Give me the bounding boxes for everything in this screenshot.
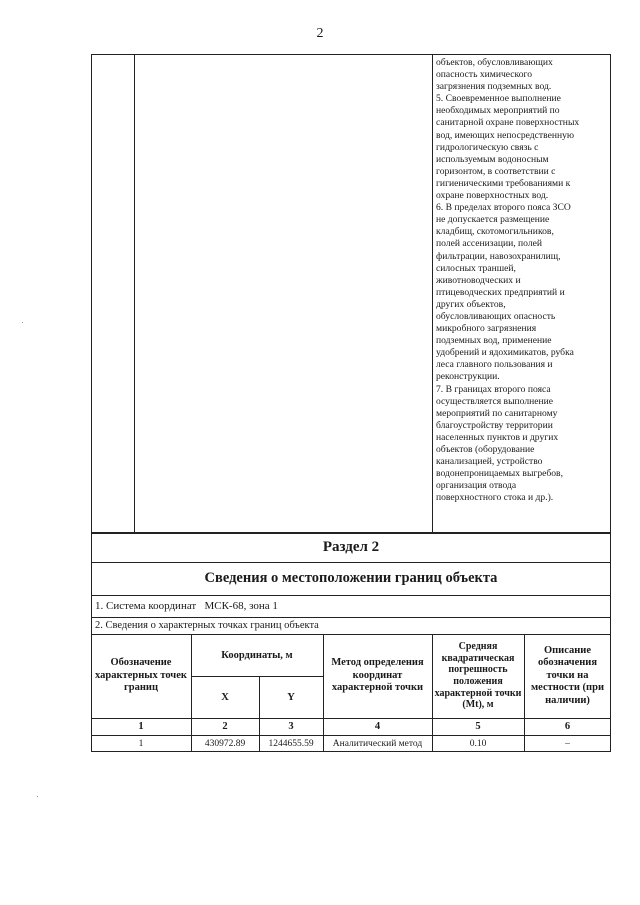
requirements-line: вод, имеющих непосредственную (436, 129, 575, 141)
requirements-line: гидрологическую связь с (436, 141, 539, 153)
col-number: 1 (138, 721, 144, 732)
requirements-line: опасность химического (436, 69, 533, 81)
requirements-line: полей ассенизации, полей (436, 238, 543, 250)
requirements-text (436, 57, 612, 504)
requirements-line: горизонтом, в соответствии с (436, 165, 556, 177)
requirements-line: фильтрации, навозохранилищ, (436, 250, 561, 262)
col-number: 4 (374, 721, 381, 732)
header-error: Средняя квадратическая погрешность положения характерной точки (Mt), м (434, 641, 522, 711)
header-x: X (221, 691, 229, 703)
requirements-line: охране поверхностных вод. (436, 190, 549, 202)
col-number: 5 (475, 721, 481, 732)
requirements-line: необходимых мероприятий по (436, 105, 560, 117)
requirements-line: поверхностного стока и др.). (436, 492, 554, 504)
section-title: Раздел 2 (322, 539, 380, 555)
requirements-line: объектов (оборудование (436, 444, 535, 455)
header-y: Y (287, 691, 295, 703)
requirements-line: гигиеническими требованиями к (436, 177, 571, 189)
requirements-line: санитарной охране поверхностных (436, 117, 580, 129)
cell-point: 1 (138, 738, 144, 749)
requirements-line: удобрений и ядохимикатов, рубка (436, 347, 574, 359)
requirements-line: кладбищ, скотомогильников, (436, 226, 554, 238)
cell-error: 0.10 (469, 738, 487, 749)
requirements-line: 6. В пределах второго пояса ЗСО (436, 202, 571, 214)
col-number: 6 (564, 721, 571, 732)
requirements-line: других объектов, (436, 298, 506, 310)
requirements-line: канализацией, устройство (436, 456, 543, 468)
requirements-line: обусловливающих опасность (436, 310, 556, 322)
header-point: Обозначение характерных точек границ (95, 657, 187, 694)
col-number: 2 (222, 721, 228, 732)
requirements-line: населенных пунктов и других (436, 431, 559, 443)
requirements-line: не допускается размещение (436, 214, 550, 226)
requirements-line: водонепроницаемых выгребов, (436, 468, 563, 480)
requirements-line: 5. Своевременное выполнение (436, 93, 561, 105)
col-number: 3 (288, 721, 294, 732)
header-method: Метод определения координат характерной точки (331, 657, 424, 694)
cell-y: 1244655.59 (268, 738, 314, 749)
requirements-line: птицеводческих предприятий и (436, 286, 565, 298)
cell-description: – (565, 738, 570, 749)
requirements-line: реконструкции. (436, 371, 500, 383)
requirements-line: благоустройству территории (436, 419, 553, 431)
coord-system: 1. Система координат МСК-68, зона 1 (95, 600, 278, 612)
requirements-line: мероприятий по санитарному (436, 407, 558, 419)
header-coords: Координаты, м (221, 649, 293, 661)
requirements-line: осуществляется выполнение (436, 395, 554, 407)
requirements-line: 7. В границах второго пояса (436, 383, 551, 395)
requirements-line: животноводческих и (436, 274, 521, 286)
requirements-line: объектов, обусловливающих (436, 57, 553, 68)
requirements-line: организация отвода (436, 480, 517, 492)
points-caption: 2. Сведения о характерных точках границ объекта (95, 620, 319, 631)
requirements-line: загрязнения подземных вод. (436, 81, 552, 93)
requirements-line: подземных вод, применение (436, 335, 552, 347)
requirements-line: леса главного пользования и (436, 359, 553, 371)
cell-x: 430972.89 (204, 738, 246, 749)
requirements-line: микробного загрязнения (436, 323, 537, 335)
page-number: 2 (316, 26, 324, 41)
requirements-line: силосных траншей, (436, 262, 516, 274)
requirements-line: используемым водоносным (436, 153, 549, 165)
cell-method: Аналитический метод (332, 738, 423, 749)
header-description: Описание обозначения точки на местности (при наличии) (531, 644, 604, 706)
section-subtitle: Сведения о местоположении границ объекта (204, 570, 498, 586)
